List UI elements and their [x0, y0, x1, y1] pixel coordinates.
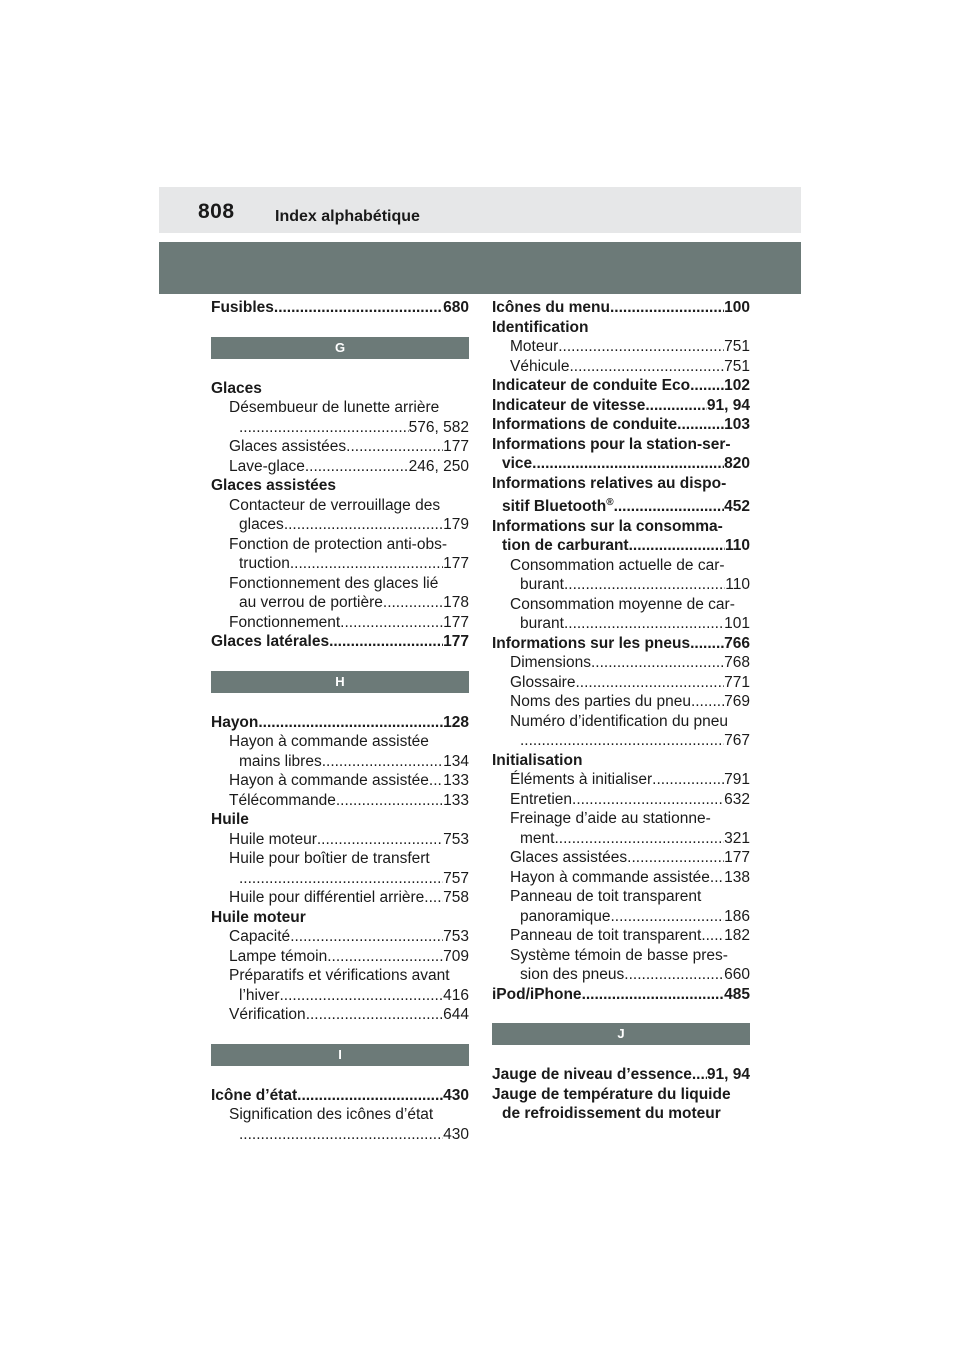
subentry-conso-moyenne-cont: burant ..... 101 — [492, 614, 750, 634]
page-number: 808 — [198, 200, 235, 223]
subentry-toit-b: Panneau de toit transparent ..... 182 — [492, 926, 750, 946]
header-strip — [159, 187, 801, 233]
index-entry-glaces: Glaces — [211, 379, 262, 397]
subentry-moteur: Moteur ..... 751 — [492, 337, 750, 357]
subentry-glaces-lie: Fonctionnement des glaces lié — [229, 574, 439, 592]
subentry-glaces-lie-cont: au verrou de portière ..... 178 — [211, 593, 469, 613]
registered-mark: ® — [606, 496, 614, 508]
subentry-contacteur: Contacteur de verrouillage des — [229, 496, 441, 514]
index-column-left — [211, 298, 469, 1144]
subentry-glaces-assistees: Glaces assistées ..... 177 — [211, 437, 469, 457]
subentry-huile-moteur: Huile moteur ..... 753 — [211, 830, 469, 850]
subentry-init-hayon: Hayon à commande assistée ..... 138 — [492, 868, 750, 888]
index-entry-jauge-essence: Jauge de niveau d’essence ..... 91, 94 — [492, 1065, 750, 1085]
section-header-i: I — [211, 1044, 469, 1066]
subentry-init-glaces: Glaces assistées ..... 177 — [492, 848, 750, 868]
index-entry-jauge-temp-cont: de refroidissement du moteur — [502, 1105, 721, 1122]
subentry-telecommande: Télécommande ..... 133 — [211, 791, 469, 811]
subentry-toit-cont: panoramique ..... 186 — [492, 907, 750, 927]
subentry-signification: Signification des icônes d’état — [229, 1106, 434, 1123]
subentry-huile-differentiel: Huile pour différentiel arrière ..... 758 — [211, 888, 469, 908]
subentry-hayon-assistee: Hayon à commande assistée ..... 133 — [211, 771, 469, 791]
index-entry-icones-menu: Icônes du menu ..... 100 — [492, 298, 750, 318]
subentry-conso-actuelle: Consommation actuelle de car- — [510, 556, 725, 574]
subentry-elements: Éléments à initialiser ..... 791 — [492, 770, 750, 790]
subentry-glossaire: Glossaire ..... 771 — [492, 673, 750, 693]
index-entry-huile-moteur: Huile moteur — [211, 908, 306, 926]
section-header-g: G — [211, 337, 469, 359]
index-entry-icone-etat: Icône d’état ..... 430 — [211, 1086, 469, 1106]
index-entry-infos-station: Informations pour la station-ser- — [492, 435, 731, 453]
index-entry-glaces-assistees: Glaces assistées — [211, 477, 336, 494]
subentry-protection-cont: truction ..... 177 — [211, 554, 469, 574]
subentry-contacteur-cont: glaces ..... 179 — [211, 515, 469, 535]
subentry-desembueur-page: ..... 576, 582 — [211, 418, 469, 438]
subentry-pression: Système témoin de basse pres- — [510, 946, 728, 964]
index-entry-infos-conso-cont: tion de carburant ..... 110 — [492, 536, 750, 556]
index-entry-indicateur-eco: Indicateur de conduite Eco ..... 102 — [492, 376, 750, 396]
subentry-freinage: Freinage d’aide au stationne- — [510, 810, 711, 827]
subentry-signification-page: ..... 430 — [211, 1125, 469, 1145]
subentry-pression-cont: sion des pneus ..... 660 — [492, 965, 750, 985]
index-entry-infos-conduite: Informations de conduite ..... 103 — [492, 415, 750, 435]
subentry-hiver-cont: l’hiver ..... 416 — [211, 986, 469, 1006]
index-entry-infos-bluetooth-cont: sitif Bluetooth® ..... 452 — [492, 497, 750, 517]
subentry-huile-transfert: Huile pour boîtier de transfert — [229, 850, 430, 867]
section-header-j: J — [492, 1023, 750, 1045]
subentry-toit: Panneau de toit transparent — [510, 888, 702, 905]
header-bar — [159, 242, 801, 294]
index-entry-indicateur-vitesse: Indicateur de vitesse ..... 91, 94 — [492, 396, 750, 416]
index-entry-infos-conso: Informations sur la consomma- — [492, 517, 723, 535]
subentry-vehicule: Véhicule ..... 751 — [492, 357, 750, 377]
subentry-hayon-mains: Hayon à commande assistée — [229, 733, 429, 750]
subentry-freinage-cont: ment ..... 321 — [492, 829, 750, 849]
subentry-hiver: Préparatifs et vérifications avant — [229, 967, 450, 984]
subentry-conso-actuelle-cont: burant ..... 110 — [492, 575, 750, 595]
index-entry-infos-bluetooth: Informations relatives au dispo- — [492, 474, 727, 492]
subentry-lave-glace: Lave-glace ..... 246, 250 — [211, 457, 469, 477]
index-entry-jauge-temp: Jauge de température du liquide — [492, 1085, 731, 1103]
subentry-huile-transfert-page: ..... 757 — [211, 869, 469, 889]
subentry-capacite: Capacité ..... 753 — [211, 927, 469, 947]
subentry-verification: Vérification ..... 644 — [211, 1005, 469, 1025]
subentry-entretien: Entretien ..... 632 — [492, 790, 750, 810]
subentry-dimensions: Dimensions ..... 768 — [492, 653, 750, 673]
subentry-fonctionnement: Fonctionnement ..... 177 — [211, 613, 469, 633]
index-column-right — [492, 298, 750, 1124]
subentry-lampe-temoin: Lampe témoin ..... 709 — [211, 947, 469, 967]
subentry-numero-pneu-page: ..... 767 — [492, 731, 750, 751]
index-entry-glaces-laterales: Glaces latérales ..... 177 — [211, 632, 469, 652]
index-entry-huile: Huile — [211, 811, 249, 828]
index-entry-infos-station-cont: vice ..... 820 — [492, 454, 750, 474]
index-entry-initialisation: Initialisation — [492, 751, 583, 769]
subentry-noms-pneu: Noms des parties du pneu ..... 769 — [492, 692, 750, 712]
subentry-hayon-mains-cont: mains libres ..... 134 — [211, 752, 469, 772]
index-entry-infos-pneus: Informations sur les pneus ..... 766 — [492, 634, 750, 654]
section-header-h: H — [211, 671, 469, 693]
subentry-numero-pneu: Numéro d’identification du pneu — [510, 712, 728, 730]
index-entry-identification: Identification — [492, 318, 589, 336]
subentry-protection: Fonction de protection anti-obs- — [229, 535, 447, 553]
subentry-desembueur: Désembueur de lunette arrière — [229, 399, 440, 416]
page-title: Index alphabétique — [275, 208, 420, 225]
subentry-conso-moyenne: Consommation moyenne de car- — [510, 595, 735, 613]
index-entry-ipod: iPod/iPhone ..... 485 — [492, 985, 750, 1005]
index-entry-hayon: Hayon ..... 128 — [211, 713, 469, 733]
index-entry-fusibles: Fusibles ..... 680 — [211, 298, 469, 318]
